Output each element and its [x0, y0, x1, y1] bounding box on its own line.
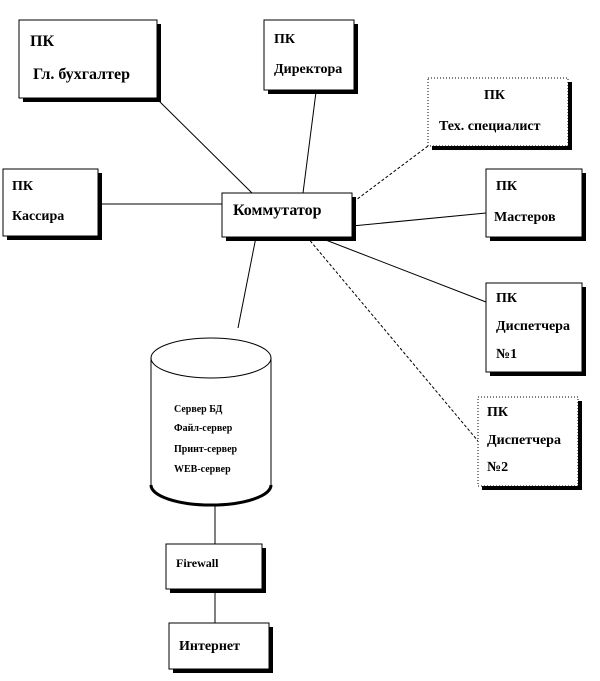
- node-masters: [486, 169, 586, 241]
- switch-label: Коммутатор: [233, 202, 322, 219]
- node-label-line3: №1: [496, 347, 518, 362]
- node-label-line1: ПК: [484, 88, 506, 103]
- link-tech-switch: [352, 146, 428, 203]
- server-cylinder-top: [151, 338, 271, 378]
- server-role: Файл-сервер: [174, 423, 233, 434]
- node-label-line1: ПК: [274, 32, 296, 47]
- link-switch-server: [238, 237, 256, 328]
- node-server: [151, 338, 271, 505]
- node-firewall: [166, 544, 266, 593]
- link-dispatcher1-switch: [318, 237, 486, 302]
- node-label-line2: Диспетчера: [496, 319, 570, 334]
- node-label-line1: ПК: [12, 179, 34, 194]
- link-dispatcher2-switch: [307, 237, 478, 441]
- link-masters-switch: [352, 213, 486, 226]
- node-label-line2: Кассира: [12, 209, 65, 224]
- server-role: Сервер БД: [174, 404, 223, 415]
- firewall-label: Firewall: [176, 556, 219, 570]
- node-label-line2: Мастеров: [494, 210, 556, 225]
- node-label-line1: ПК: [487, 405, 509, 420]
- link-director-switch: [303, 92, 316, 193]
- node-label-line1: ПК: [30, 33, 55, 50]
- node-tech-specialist: [428, 78, 572, 150]
- link-accountant-switch: [155, 97, 252, 193]
- node-label-line2: Гл. бухгалтер: [33, 66, 130, 83]
- node-label-line2: Диспетчера: [487, 433, 561, 448]
- node-label-line1: ПК: [496, 179, 518, 194]
- server-role: WEB-сервер: [174, 464, 231, 475]
- node-director: [264, 20, 358, 94]
- node-chief-accountant: [19, 20, 161, 102]
- node-dispatcher-1: [486, 283, 586, 376]
- node-switch: [222, 193, 356, 241]
- node-cashier: [3, 169, 102, 240]
- internet-label: Интернет: [179, 639, 240, 654]
- node-label-line2: Директора: [274, 62, 343, 77]
- node-dispatcher-2: [478, 397, 582, 490]
- node-label-line2: Тех. специалист: [439, 119, 541, 134]
- server-role: Принт-сервер: [174, 444, 238, 455]
- node-label-line3: №2: [487, 460, 509, 475]
- node-label-line1: ПК: [496, 291, 518, 306]
- node-internet: [169, 623, 273, 673]
